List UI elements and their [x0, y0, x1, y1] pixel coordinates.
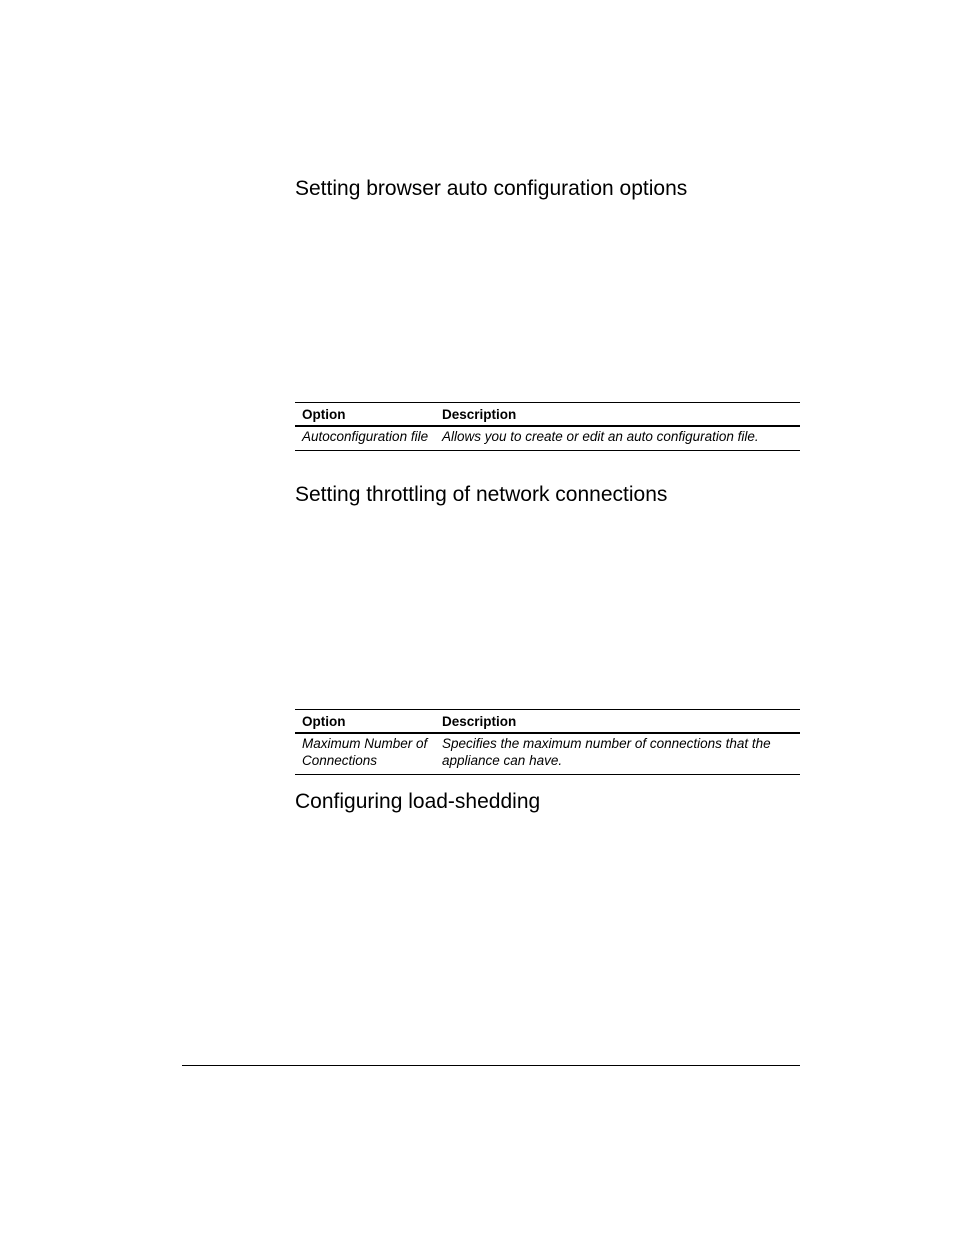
- network-throttling-options-table: [295, 709, 800, 775]
- column-header-option: Option: [295, 403, 435, 427]
- column-header-description: Description: [435, 710, 800, 734]
- table-header-row: [295, 710, 800, 734]
- table-row: [295, 733, 800, 775]
- column-header-option: Option: [295, 710, 435, 734]
- option-description-cell: Allows you to create or edit an auto configuration file.: [435, 426, 800, 451]
- table-row: [295, 426, 800, 451]
- option-description-cell: Specifies the maximum number of connections that the appliance can have.: [435, 733, 800, 775]
- table-header-row: [295, 403, 800, 427]
- footer-divider: [182, 1065, 800, 1066]
- section-heading-load-shedding: Configuring load-shedding: [295, 790, 541, 813]
- column-header-description: Description: [435, 403, 800, 427]
- option-name-cell: Maximum Number of Connections: [295, 733, 435, 775]
- browser-auto-configuration-options-table: [295, 402, 800, 451]
- option-name-cell: Autoconfiguration file: [295, 426, 435, 451]
- section-heading-network-throttling: Setting throttling of network connections: [295, 483, 668, 506]
- section-heading-browser-auto-configuration: Setting browser auto configuration options: [295, 177, 688, 200]
